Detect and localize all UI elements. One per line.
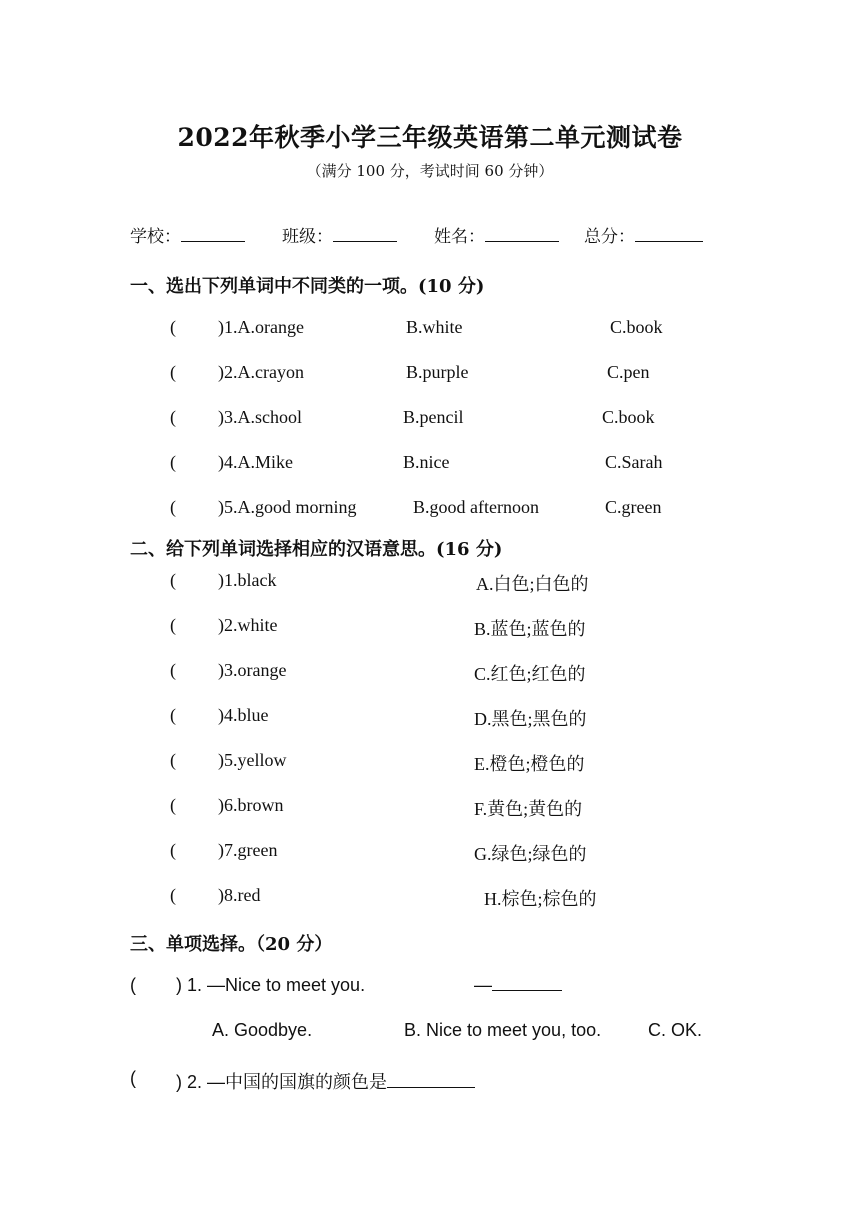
answer-paren[interactable]: ( xyxy=(170,362,176,382)
answer-paren[interactable]: ( xyxy=(170,795,176,815)
word-item: )4.blue xyxy=(218,705,269,725)
meaning-item: F.黄色;黄色的 xyxy=(474,799,583,819)
answer-paren[interactable]: ( xyxy=(170,452,176,472)
section3-heading: 三、单项选择。（20 分） xyxy=(130,934,333,955)
answer-paren[interactable]: ( xyxy=(170,750,176,770)
option-b: B.nice xyxy=(403,452,450,472)
question-2-blank[interactable] xyxy=(387,1073,475,1088)
section1-heading: 一、选出下列单词中不同类的一项。(10 分) xyxy=(130,276,485,297)
option-b: B.white xyxy=(406,317,463,337)
option-a: )5.A.good morning xyxy=(218,497,357,517)
option-c: C.book xyxy=(610,317,663,337)
word-item: )7.green xyxy=(218,840,278,860)
word-item: )1.black xyxy=(218,570,277,590)
school-label: 学校： xyxy=(130,227,181,247)
meaning-item: A.白色;白色的 xyxy=(476,574,589,594)
page-subtitle: （满分 100 分，考试时间 60 分钟） xyxy=(306,162,554,180)
option-c: C.Sarah xyxy=(605,452,663,472)
class-blank[interactable] xyxy=(333,225,397,242)
meaning-item: D.黑色;黑色的 xyxy=(474,709,587,729)
question-2-text: ) 2. —中国的国旗的颜色是 xyxy=(176,1072,388,1092)
option-a: )2.A.crayon xyxy=(218,362,304,382)
word-item: )2.white xyxy=(218,615,278,635)
meaning-item: G.绿色;绿色的 xyxy=(474,844,587,864)
total-field xyxy=(584,222,703,247)
answer-paren[interactable]: ( xyxy=(170,615,176,635)
meaning-item: E.橙色;橙色的 xyxy=(474,754,585,774)
option-b: B.good afternoon xyxy=(413,497,539,517)
option-a: )1.A.orange xyxy=(218,317,304,337)
meaning-item: B.蓝色;蓝色的 xyxy=(474,619,586,639)
word-item: )5.yellow xyxy=(218,750,287,770)
school-field xyxy=(130,222,245,247)
meaning-item: C.红色;红色的 xyxy=(474,664,586,684)
answer-paren[interactable]: ( xyxy=(170,497,176,517)
option-a: )4.A.Mike xyxy=(218,452,293,472)
option-b: B.pencil xyxy=(403,407,464,427)
total-blank[interactable] xyxy=(635,225,703,242)
name-field xyxy=(434,222,559,247)
option-a: )3.A.school xyxy=(218,407,302,427)
name-label: 姓名： xyxy=(434,227,485,247)
word-item: )3.orange xyxy=(218,660,287,680)
question-1-option-a[interactable]: A. Goodbye. xyxy=(212,1020,313,1040)
answer-paren[interactable]: ( xyxy=(170,840,176,860)
answer-paren[interactable]: ( xyxy=(170,885,176,905)
option-b: B.purple xyxy=(406,362,469,382)
question-1: ) 1. —Nice to meet you. xyxy=(176,975,366,995)
answer-paren[interactable]: ( xyxy=(130,1068,136,1088)
question-1-reply xyxy=(474,975,562,996)
answer-paren[interactable]: ( xyxy=(170,570,176,590)
answer-paren[interactable]: ( xyxy=(170,317,176,337)
meaning-item: H.棕色;棕色的 xyxy=(484,889,597,909)
option-c: C.pen xyxy=(607,362,650,382)
name-blank[interactable] xyxy=(485,225,559,242)
page-title: 2022年秋季小学三年级英语第二单元测试卷 xyxy=(177,123,683,152)
question-1-option-c[interactable]: C. OK. xyxy=(648,1020,703,1040)
answer-paren[interactable]: ( xyxy=(170,407,176,427)
question-2 xyxy=(176,1068,475,1094)
reply-dash: — xyxy=(474,975,492,995)
answer-paren[interactable]: ( xyxy=(170,705,176,725)
word-item: )6.brown xyxy=(218,795,284,815)
section2-heading: 二、给下列单词选择相应的汉语意思。(16 分) xyxy=(130,539,503,560)
reply-blank[interactable] xyxy=(492,976,562,991)
option-c: C.green xyxy=(605,497,662,517)
option-c: C.book xyxy=(602,407,655,427)
answer-paren[interactable]: ( xyxy=(130,975,136,995)
total-label: 总分： xyxy=(584,227,635,247)
word-item: )8.red xyxy=(218,885,261,905)
class-field xyxy=(282,222,397,247)
class-label: 班级： xyxy=(282,227,333,247)
answer-paren[interactable]: ( xyxy=(170,660,176,680)
school-blank[interactable] xyxy=(181,225,245,242)
question-1-option-b[interactable]: B. Nice to meet you, too. xyxy=(404,1020,602,1040)
